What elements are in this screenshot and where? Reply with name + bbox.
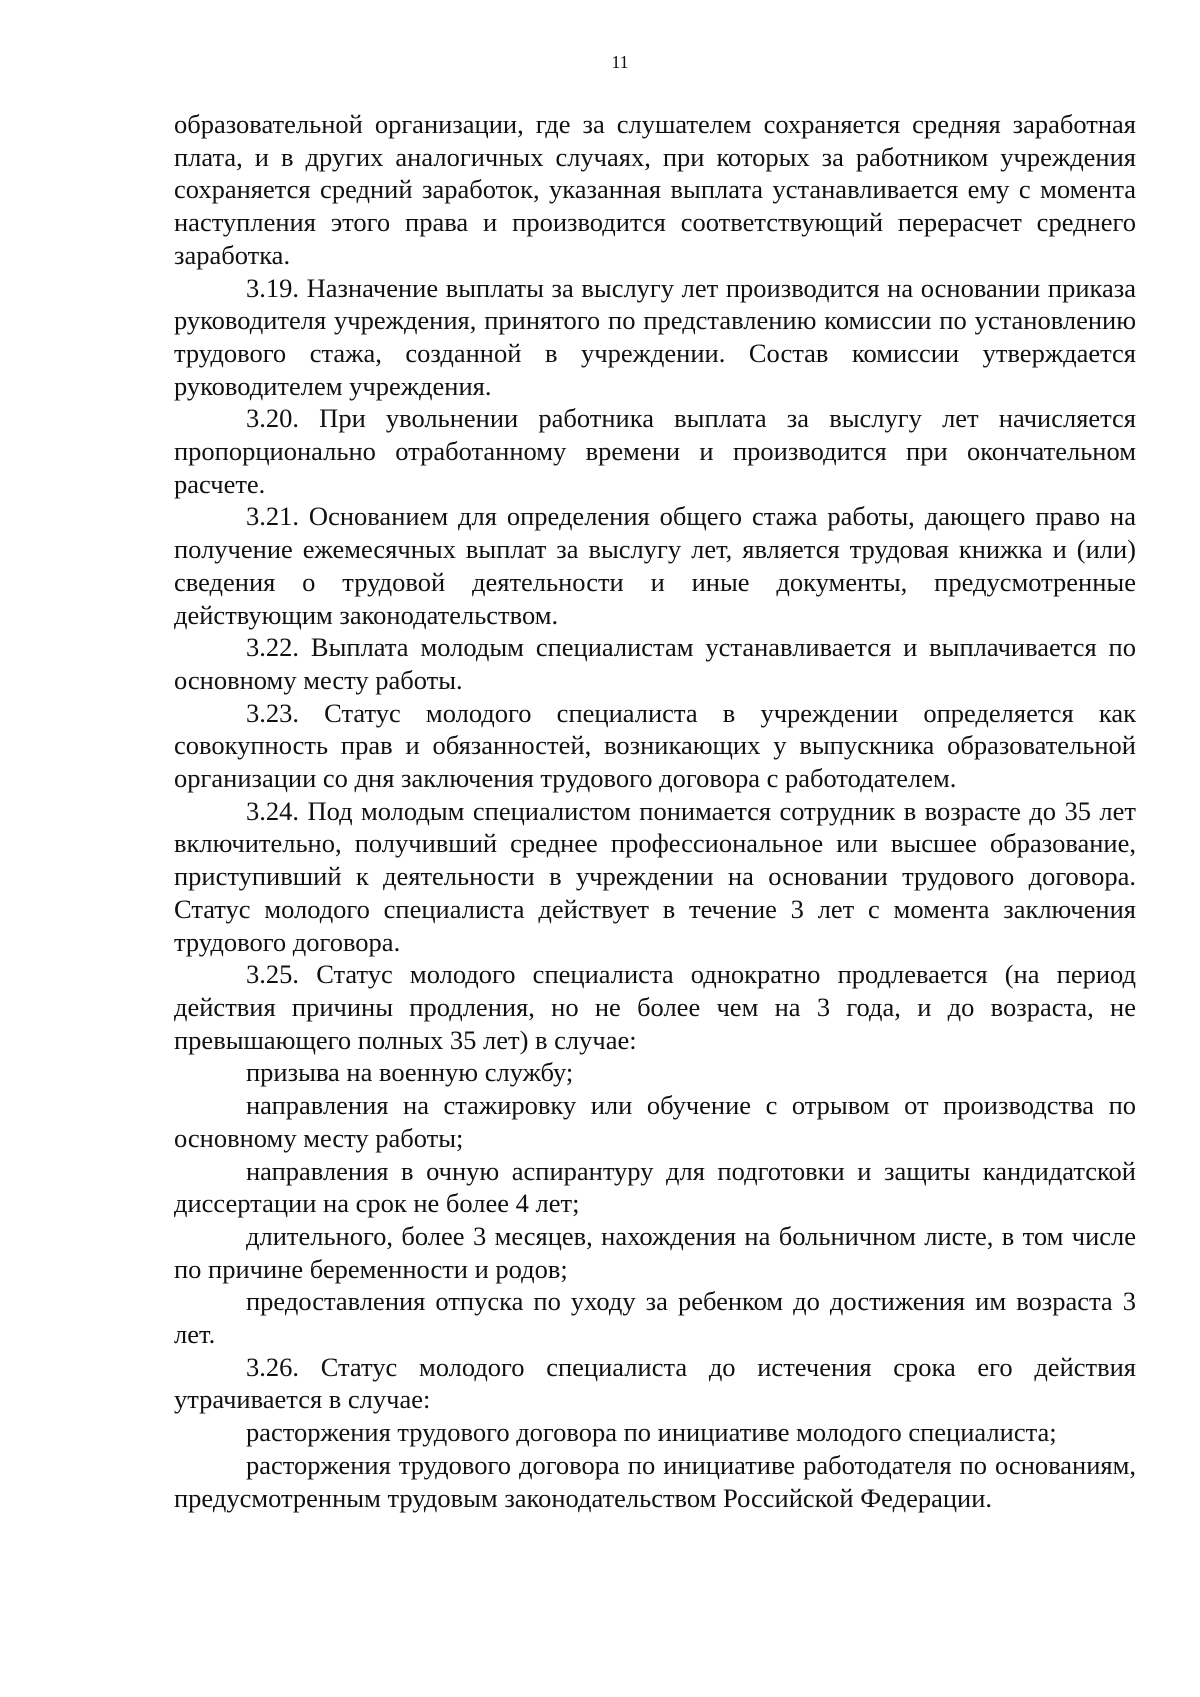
list-item-employer-initiative: расторжения трудового договора по инициативе работодателя по основаниям, предусмотренным трудовым законодательством Российской Федерации. <box>174 1449 1136 1513</box>
list-item-parental-leave: предоставления отпуска по уходу за ребенком до достижения им возраста 3 лет. <box>174 1286 1136 1350</box>
list-item-postgraduate: направления в очную аспирантуру для подготовки и защиты кандидатской диссертации на срок не более 4 лет; <box>174 1155 1136 1219</box>
paragraph-3-22: 3.22. Выплата молодым специалистам устанавливается и выплачивается по основному месту работы. <box>174 632 1136 695</box>
paragraph-3-26: 3.26. Статус молодого специалиста до истечения срока его действия утрачивается в случае: <box>174 1351 1136 1415</box>
paragraph-3-23: 3.23. Статус молодого специалиста в учреждении определяется как совокупность прав и обязанностей, возникающих у выпускника образовательной организации со дня заключения трудового договора с работодателем. <box>174 697 1136 794</box>
document-body <box>174 108 1136 1514</box>
paragraph-3-21: 3.21. Основанием для определения общего стажа работы, дающего право на получение ежемесячных выплат за выслугу лет, является трудовая книжка и (или) сведения о трудовой деятельности и иные документы, предусмотренные действующим законодательством. <box>174 501 1136 630</box>
paragraph-continuation: образовательной организации, где за слушателем сохраняется средняя заработная плата, и в других аналогичных случаях, при которых за работником учреждения сохраняется средний заработок, указанная выплата устанавливается ему с момента наступления этого права и производится соответствующий перерасчет среднего заработка. <box>174 109 1136 270</box>
paragraph-3-24: 3.24. Под молодым специалистом понимается сотрудник в возрасте до 35 лет включительно, получивший среднее профессиональное или высшее образование, приступивший к деятельности в учреждении на основании трудового договора. Статус молодого специалиста действует в течение 3 лет с момента заключения трудового договора. <box>174 795 1136 957</box>
list-item-military-service: призыва на военную службу; <box>246 1057 574 1088</box>
paragraph-3-25: 3.25. Статус молодого специалиста однократно продлевается (на период действия причины продления, но не более чем на 3 года, и до возраста, не превышающего полных 35 лет) в случае: <box>174 959 1136 1055</box>
list-item-internship: направления на стажировку или обучение с отрывом от производства по основному месту работы; <box>174 1090 1136 1153</box>
list-item-sick-leave: длительного, более 3 месяцев, нахождения на больничном листе, в том числе по причине беременности и родов; <box>174 1220 1136 1284</box>
paragraph-3-20: 3.20. При увольнении работника выплата за выслугу лет начисляется пропорционально отработанному времени и производится при окончательном расчете. <box>174 403 1136 499</box>
page-number: 11 <box>611 52 629 72</box>
paragraph-3-19: 3.19. Назначение выплаты за выслугу лет производится на основании приказа руководителя учреждения, принятого по представлению комиссии по установлению трудового стажа, созданной в учреждении. Состав комиссии утверждается руководителем учреждения. <box>174 272 1136 401</box>
list-item-employee-initiative: расторжения трудового договора по инициативе молодого специалиста; <box>246 1417 1057 1448</box>
